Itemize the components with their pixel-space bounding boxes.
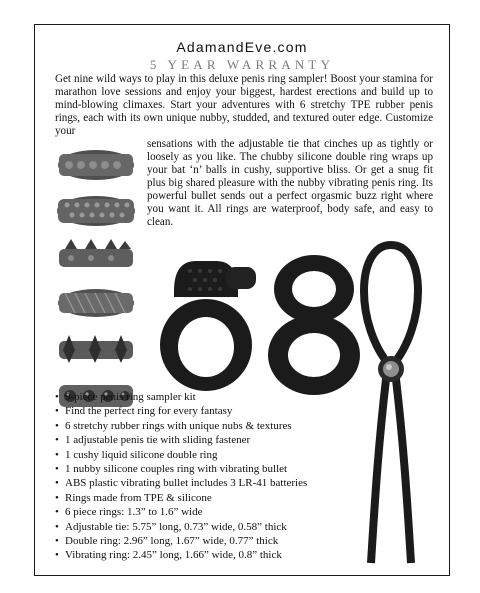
textured-ring-4-image: [53, 283, 139, 323]
warranty-banner: 5 YEAR WARRANTY: [149, 57, 335, 72]
spiked-ring-3-image: [53, 237, 139, 277]
feature-item: • Double ring: 2.96” long, 1.67” wide, 0.77” thick: [55, 534, 365, 548]
description-continued: sensations with the adjustable tie that cinches up as tightly or loosely as you like. The chubby silicone double ring wraps up your bat ‘n’ balls in cushy, supportive bliss. Or get a snug fit plus big shared pleasure with the nubby vibrating penis ring. Its powerful bullet sends out a perfect orgasmic buzz right where you want it. All rings are waterproof, body safe, and easy to clean.: [147, 138, 433, 228]
feature-item: • 6 stretchy rubber rings with unique nubs & textures: [55, 419, 365, 433]
feature-item: • Rings made from TPE & silicone: [55, 491, 365, 505]
feature-item: • Vibrating ring: 2.45” long, 1.66” wide, 0.8” thick: [55, 548, 365, 562]
brand-name: AdamandEve.com: [176, 39, 308, 55]
product-card: [34, 24, 450, 576]
feature-item: • Adjustable tie: 5.75” long, 0.73” wide, 0.58” thick: [55, 520, 365, 534]
feature-item: • 1 adjustable penis tie with sliding fastener: [55, 433, 365, 447]
description-intro: Get nine wild ways to play in this deluxe penis ring sampler! Boost your stamina for marathon love sessions and enjoy your biggest, hardest erections and build up to mind-blowing climaxes. Start your adventures with 6 stretchy TPE rubber penis rings, each with its own unique nubby, studded, and textured outer edge. Customize your: [55, 73, 433, 137]
textured-ring-1-image: [53, 145, 139, 185]
feature-item: • 1 cushy liquid silicone double ring: [55, 448, 365, 462]
feature-item: • 9-piece penis ring sampler kit: [55, 390, 365, 404]
feature-list: [55, 390, 365, 563]
feature-item: • Find the perfect ring for every fantasy: [55, 404, 365, 418]
feature-item: • 6 piece rings: 1.3” to 1.6” wide: [55, 505, 365, 519]
feature-item: • ABS plastic vibrating bullet includes 3 LR-41 batteries: [55, 476, 365, 490]
textured-ring-2-image: [53, 191, 139, 231]
feature-item: • 1 nubby silicone couples ring with vibrating bullet: [55, 462, 365, 476]
vibrating-ring-image: [150, 253, 262, 395]
spiked-ring-5-image: [53, 329, 139, 369]
